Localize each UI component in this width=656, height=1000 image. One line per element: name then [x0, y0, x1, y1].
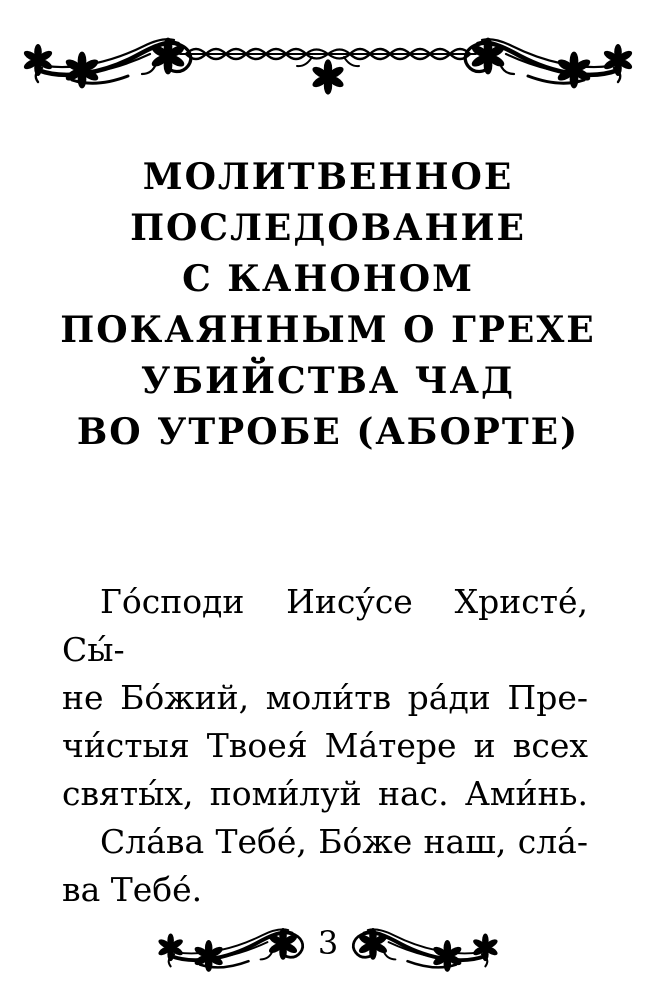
floral-tailpiece-left-icon	[162, 916, 296, 970]
title-line: ПОСЛЕДОВАНИЕ	[130, 207, 526, 250]
text-line: чи́стыя Твоея́ Ма́тере и всех	[62, 726, 588, 765]
text-line: ва Тебе́.	[62, 870, 203, 909]
title-line: С КАНОНОМ	[182, 258, 474, 301]
title-line: УБИЙСТВА ЧАД	[141, 360, 515, 403]
text-line: Го́споди Иису́се Христе́, Сы́-	[62, 582, 588, 669]
text-line: Сла́ва Тебе́, Бо́же наш, сла́-	[100, 822, 588, 861]
page-number: 3	[317, 924, 339, 962]
page-footer	[0, 916, 656, 970]
page-title	[0, 152, 656, 458]
floral-tailpiece-right-icon	[360, 916, 494, 970]
text-line: не Бо́жий, моли́тв ра́ди Пре-	[62, 678, 588, 717]
title-line: ПОКАЯННЫМ О ГРЕХЕ	[60, 309, 596, 352]
prayer-paragraph	[62, 578, 588, 818]
floral-headpiece-icon	[28, 24, 628, 96]
title-line: ВО УТРОБЕ (АБОРТЕ)	[76, 411, 580, 454]
title-line: МОЛИТВЕННОЕ	[142, 156, 514, 199]
text-line: святы́х, поми́луй нас. Ами́нь.	[62, 774, 588, 813]
prayer-text	[62, 578, 588, 914]
prayer-paragraph	[62, 818, 588, 914]
